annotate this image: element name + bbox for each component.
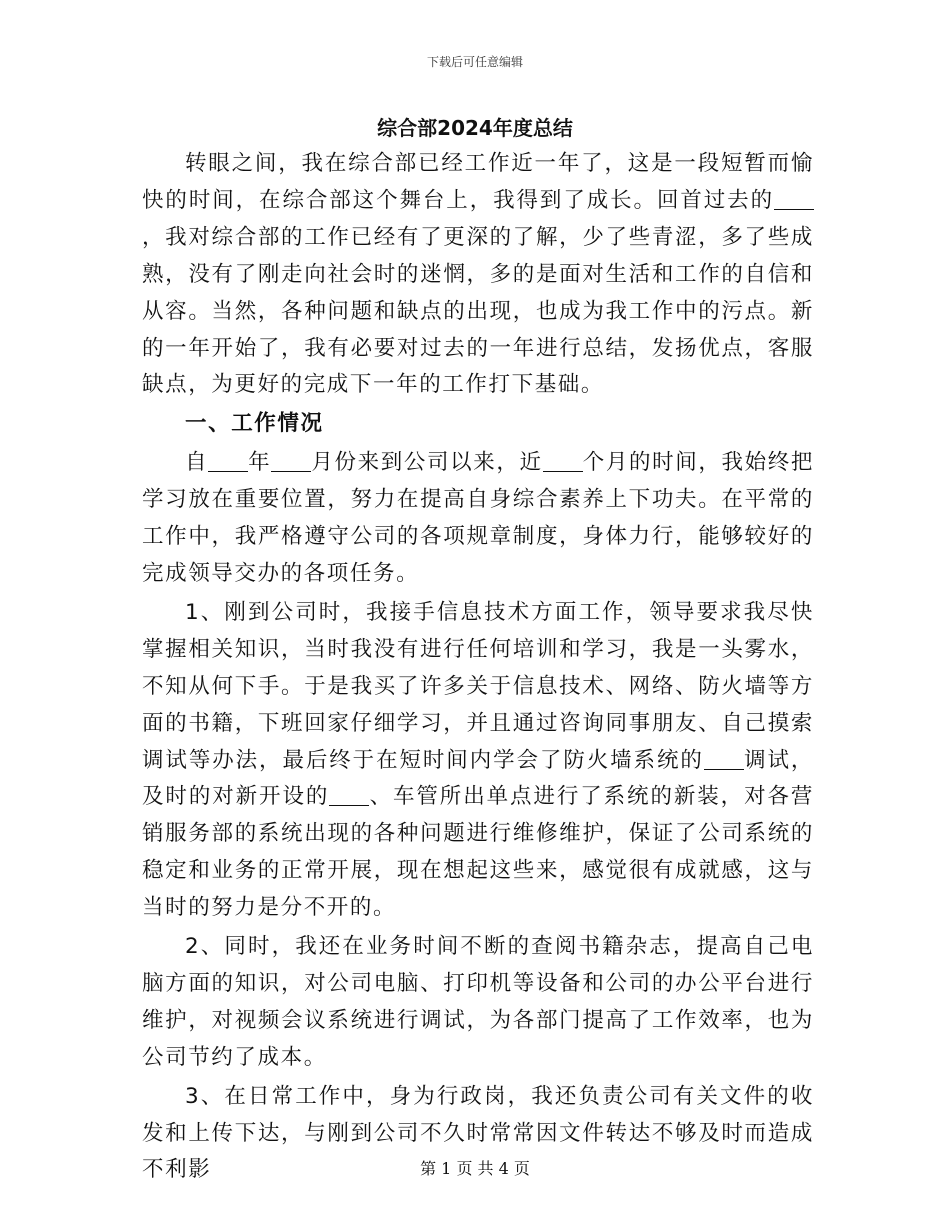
paragraph-item-3: 3、在日常工作中，身为行政岗，我还负责公司有关文件的收发和上传下达，与刚到公司不久时常常因文件转达不够及时而造成不利影 xyxy=(142,1083,814,1183)
fill-in-blank xyxy=(704,746,744,770)
document-title: 综合部2024年度总结 xyxy=(377,116,573,140)
document-body xyxy=(142,146,814,1191)
fill-in-blank xyxy=(208,449,248,473)
paragraph-item-2: 2、同时，我还在业务时间不断的查阅书籍杂志，提高自己电脑方面的知识，对公司电脑、打印机等设备和公司的办公平台进行维护，对视频会议系统进行调试，为各部门提高了工作效率，也为公司节约了成本。 xyxy=(142,934,814,1070)
fill-in-blank xyxy=(543,449,583,473)
fill-in-blank xyxy=(774,186,814,210)
fill-in-blank xyxy=(271,449,311,473)
page-footer: 第 1 页 共 4 页 xyxy=(420,1159,530,1178)
paragraph-intro: 转眼之间，我在综合部已经工作近一年了，这是一段短暂而愉快的时间，在综合部这个舞台上，我得到了成长。回首过去的，我对综合部的工作已经有了更深的了解，少了些青涩，多了些成熟，没有了刚走向社会时的迷惘，多的是面对生活和工作的自信和从容。当然，各种问题和缺点的出现，也成为我工作中的污点。新的一年开始了，我有必要对过去的一年进行总结，发扬优点，客服缺点，为更好的完成下一年的工作打下基础。 xyxy=(142,151,814,398)
section-heading-work-status: 一、工作情况 xyxy=(185,411,324,437)
paragraph-overview: 自 年 月份来到公司以来，近 个月的时间，我始终把学习放在重要位置，努力在提高自身综合素养上下功夫。在平常的工作中，我严格遵守公司的各项规章制度，身体力行，能够较好的完成领导交办的各项任务。 xyxy=(142,450,814,586)
paragraph-item-1: 1、刚到公司时，我接手信息技术方面工作，领导要求我尽快掌握相关知识，当时我没有进行任何培训和学习，我是一头雾水，不知从何下手。于是我买了许多关于信息技术、网络、防火墙等方面的书籍，下班回家仔细学习，并且通过咨询同事朋友、自己摸索调试等办法，最后终于在短时间内学会了防火墙系统的 调试，及时的对新开设的 、车管所出单点进行了系统的新装，对各营销服务部的系统出现的各种问题进行维修维护，保证了公司系统的稳定和业务的正常开展，现在想起这些来，感觉很有成就感，这与当时的努力是分不开的。 xyxy=(142,599,814,921)
fill-in-blank xyxy=(329,783,369,807)
header-note: 下载后可任意编辑 xyxy=(426,55,523,69)
